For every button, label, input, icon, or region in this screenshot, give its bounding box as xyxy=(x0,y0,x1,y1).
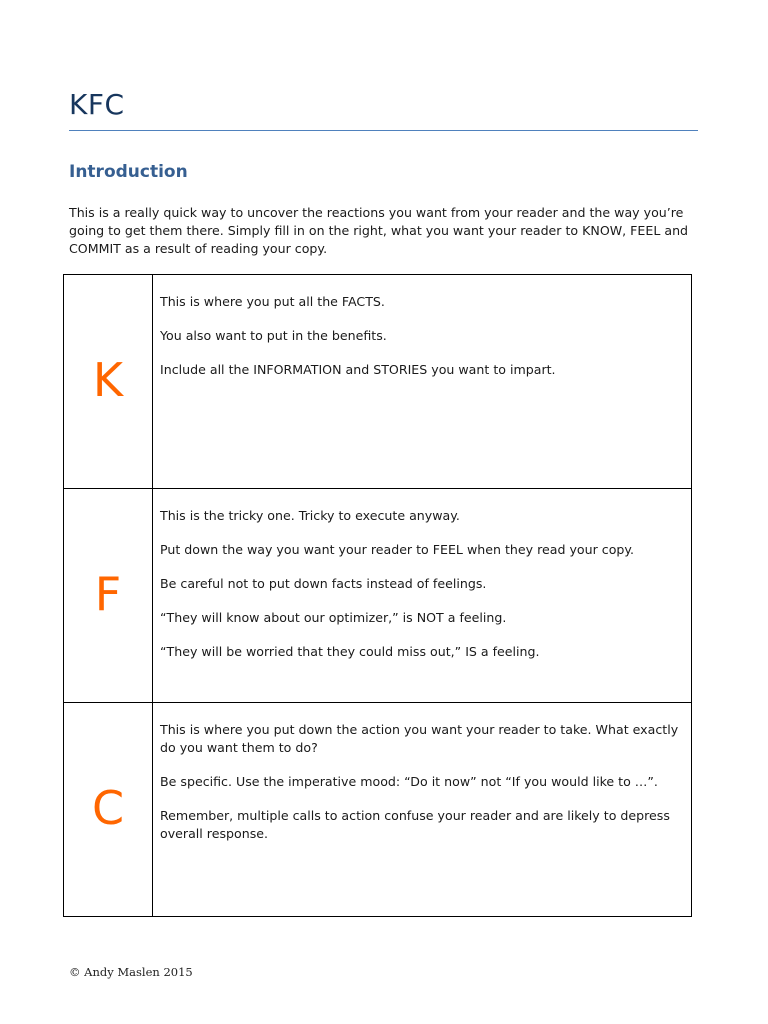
document-title: KFC xyxy=(69,88,125,121)
row-paragraph: “They will be worried that they could miss out,” IS a feeling. xyxy=(160,644,540,659)
letter-cell xyxy=(64,703,153,917)
row-paragraph: This is where you put all the FACTS. xyxy=(160,294,385,309)
title-divider xyxy=(69,130,698,131)
table-row-f xyxy=(64,489,692,703)
letter-cell xyxy=(64,489,153,703)
row-paragraph: “They will know about our optimizer,” is NOT a feeling. xyxy=(160,610,507,625)
section-heading: Introduction xyxy=(69,162,188,182)
table-row-k xyxy=(64,275,692,489)
row-paragraph: Remember, multiple calls to action confuse your reader and are likely to depress overall response. xyxy=(160,808,670,841)
row-paragraph: You also want to put in the benefits. xyxy=(160,328,387,343)
kfc-table xyxy=(63,274,692,917)
content-cell xyxy=(153,275,692,489)
row-paragraph: Be specific. Use the imperative mood: “Do it now” not “If you would like to …”. xyxy=(160,774,658,789)
letter-cell xyxy=(64,275,153,489)
content-cell xyxy=(153,703,692,917)
row-paragraph: Put down the way you want your reader to FEEL when they read your copy. xyxy=(160,542,635,557)
copyright-footer: © Andy Maslen 2015 xyxy=(69,965,193,979)
row-paragraph: Include all the INFORMATION and STORIES you want to impart. xyxy=(160,362,556,377)
row-letter: F xyxy=(94,566,122,621)
row-paragraph: This is the tricky one. Tricky to execute anyway. xyxy=(160,508,460,523)
row-paragraph: Be careful not to put down facts instead of feelings. xyxy=(160,576,487,591)
intro-paragraph: This is a really quick way to uncover the reactions you want from your reader and the way you’re going to get them there. Simply fill in on the right, what you want your reader to KNOW, FEEL and COMMIT as a result of reading your copy. xyxy=(69,205,689,256)
row-letter: C xyxy=(91,780,125,835)
row-paragraph: This is where you put down the action you want your reader to take. What exactly do you want them to do? xyxy=(160,722,679,755)
table-row-c xyxy=(64,703,692,917)
content-cell xyxy=(153,489,692,703)
row-letter: K xyxy=(92,352,124,407)
